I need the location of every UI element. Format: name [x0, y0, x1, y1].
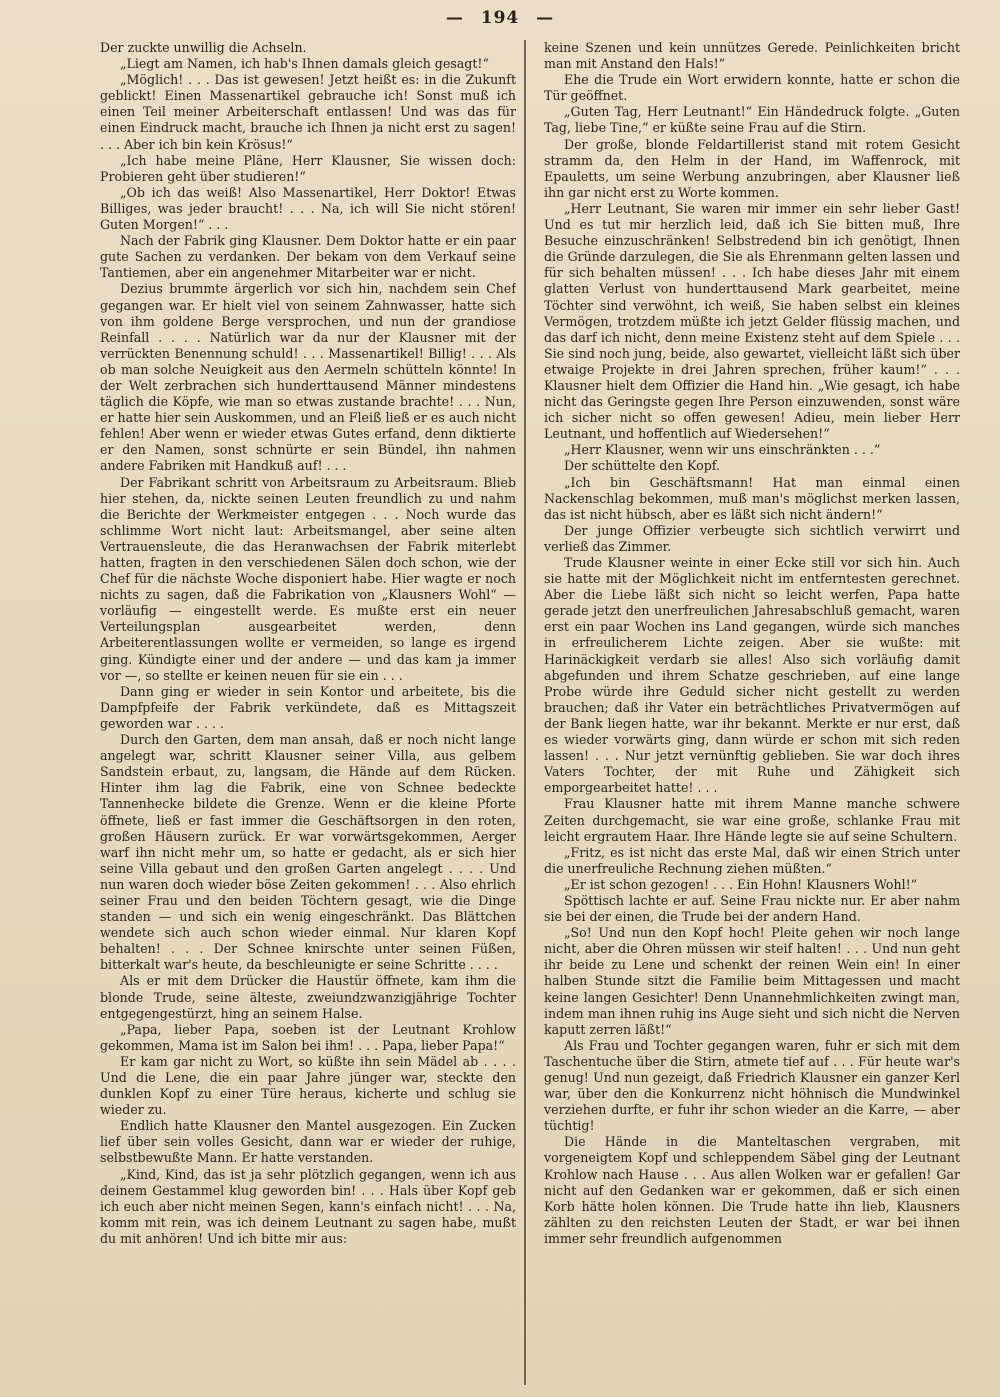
page-header [0, 8, 1000, 34]
paragraph: Der Fabrikant schritt von Arbeitsraum zu Arbeitsraum. Blieb hier stehen, da, nickte seinen Leuten freundlich zu und nahm die Berichte der Werkmeister entgegen . . . Noch wurde das schlimme Wort nicht laut: Arbeitsmangel, aber seine alten Vertrauensleute, die das Heranwachsen der Fabrik miterlebt hatten, fragten in den verschiedenen Sälen doch schon, wie der Chef für die nächste Woche disponiert habe. Hier wagte er noch nichts zu sagen, daß die Fabrikation von „Klausners Wohl“ — vorläufig — eingestellt werde. Es mußte erst ein neuer Verteilungsplan ausgearbeitet werden, denn Arbeiterentlassungen wollte er vermeiden, so lange es irgend ging. Kündigte einer und der andere — und das kam ja immer vor —, so stellte er keinen neuen für sie ein . . . [100, 474, 517, 683]
page-number: 194 [480, 8, 520, 28]
paragraph: „So! Und nun den Kopf hoch! Pleite gehen wir noch lange nicht, aber die Ohren müssen wir steif halten! . . . Und nun geht ihr beide zu Lene und schenkt der reinen Wein ein! In einer halben Stunde sitzt die Familie beim Mittagessen und macht keine langen Gesichter! Denn Unannehmlichkeiten zwingt man, indem man ihnen ruhig ins Auge sieht und sich nicht die Nerven kaputt zerren läßt!“ [544, 925, 961, 1037]
paragraph: Nach der Fabrik ging Klausner. Dem Doktor hatte er ein paar gute Sachen zu verdanken. Der bekam von dem Verkauf seine Tantiemen, aber ein angenehmer Mitarbeiter war er nicht. [100, 233, 517, 281]
paragraph: Der zuckte unwillig die Achseln. [100, 40, 307, 55]
header-dash-right: — [536, 8, 555, 28]
paragraph: keine Szenen und kein unnützes Gerede. Peinlichkeiten bricht man mit Anstand den Hals!“ [544, 40, 961, 72]
paragraph: „Ich bin Geschäftsmann! Hat man einmal einen Nackenschlag bekommen, muß man's möglichst merken lassen, das ist nicht hübsch, aber es läßt sich nicht ändern!“ [544, 474, 961, 522]
paragraph: Als er mit dem Drücker die Haustür öffnete, kam ihm die blonde Trude, seine älteste, zweiundzwanzigjährige Tochter entgegengestürzt, hing an seinem Halse. [100, 973, 517, 1021]
paragraph: Frau Klausner hatte mit ihrem Manne manche schwere Zeiten durchgemacht, sie war eine große, schlanke Frau mit leicht ergrautem Haar. Ihre Hände legte sie auf seine Schultern. [544, 796, 961, 844]
paragraph: „Fritz, es ist nicht das erste Mal, daß wir einen Strich unter die unerfreuliche Rechnung ziehen müßten.“ [544, 844, 961, 876]
left-column [100, 40, 516, 1385]
paragraph: Der schüttelte den Kopf. [564, 458, 720, 474]
header-dash-left: — [445, 8, 464, 28]
paragraph: „Ich habe meine Pläne, Herr Klausner, Sie wissen doch: Probieren geht über studieren!“ [100, 152, 517, 184]
paragraph: Durch den Garten, dem man ansah, daß er noch nicht lange angelegt war, schritt Klausner seiner Villa, aus gelbem Sandstein erbaut, zu, langsam, die Hände auf dem Rücken. Hinter ihm lag die Fabrik, eine von Schnee bedeckte Tannenhecke bildete die Grenze. Wenn er die kleine Pforte öffnete, ließ er fast immer die Geschäftsorgen in den roten, großen Häusern zurück. Er war vorwärtsgekommen, Aerger warf ihn nicht mehr um, so hatte er gedacht, als er sich hier seine Villa gebaut und den großen Garten angelegt . . . . Und nun waren doch wieder böse Zeiten gekommen! . . . Also ehrlich seiner Frau und den beiden Töchtern gesagt, wie die Dinge standen — und sich ein wenig eingeschränkt. Das Blättchen wendete sich auch schon wieder einmal. Nur klaren Kopf behalten! . . . Der Schnee knirschte unter seinen Füßen, bitterkalt war's heute, da beschleunigte er seine Schritte . . . . [100, 732, 517, 973]
right-column [544, 40, 960, 1385]
paragraph: „Liegt am Namen, ich hab's Ihnen damals gleich gesagt!“ [120, 56, 489, 72]
paragraph: Dezius brummte ärgerlich vor sich hin, nachdem sein Chef gegangen war. Er hielt viel von seinem Zahnwasser, hatte sich von ihm goldene Berge versprochen, und nun der grandiose Reinfall . . . . Natürlich war da nur der Klausner mit der verrückten Benennung schuld! . . . Massenartikel! Billig! . . . Als ob man solche Neuigkeit aus den Aermeln schütteln könnte! In der Welt zerbrachen sich hunderttausend Männer mindestens täglich die Köpfe, wie man so etwas zustande brachte! . . . Nun, er hatte hier sein Auskommen, und an Fleiß ließ er es auch nicht fehlen! Aber wenn er wieder etwas Gutes erfand, denn diktierte er den Namen, sonst schnürte er sein Bündel, ihn nahmen andere Fabriken mit Handkuß auf! . . . [100, 281, 517, 474]
paragraph: Er kam gar nicht zu Wort, so küßte ihn sein Mädel ab . . . . Und die Lene, die ein paar Jahre jünger war, steckte den dunklen Kopf zu einer Türe heraus, kicherte und schlug sie wieder zu. [100, 1053, 517, 1118]
paragraph: „Guten Tag, Herr Leutnant!“ Ein Händedruck folgte. „Guten Tag, liebe Tine,“ er küßte seine Frau auf die Stirn. [544, 104, 961, 136]
column-divider [524, 40, 526, 1385]
paragraph: „Herr Leutnant, Sie waren mir immer ein sehr lieber Gast! Und es tut mir herzlich leid, daß ich Sie bitten muß, Ihre Besuche einzuschränken! Selbstredend bin ich genötigt, Ihnen die Gründe darzulegen, die Sie als Ehrenmann gelten lassen und für sich behalten müssen! . . . Ich habe dieses Jahr mit einem glatten Verlust von hunderttausend Mark gearbeitet, meine Töchter sind verwöhnt, ich weiß, Sie haben selbst ein kleines Vermögen, trotzdem müßte ich jetzt Gelder flüssig machen, und das darf ich nicht, denn meine Existenz steht auf dem Spiele . . . Sie sind noch jung, beide, also gewartet, vielleicht läßt sich über etwaige Projekte in drei Jahren sprechen, früher kaum!“ . . . Klausner hielt dem Offizier die Hand hin. „Wie gesagt, ich habe nicht das Geringste gegen Ihre Person einzuwenden, sonst wäre ich sicher nicht so offen gewesen! Adieu, mein lieber Herr Leutnant, und hoffentlich auf Wiedersehen!“ [544, 200, 961, 442]
paragraph: Spöttisch lachte er auf. Seine Frau nickte nur. Er aber nahm sie bei der einen, die Trude bei der andern Hand. [544, 892, 961, 925]
text-columns [100, 40, 960, 1385]
paragraph: Die Hände in die Manteltaschen vergraben, mit vorgeneigtem Kopf und schleppendem Säbel ging der Leutnant Krohlow nach Hause . . . Aus allen Wolken war er gefallen! Gar nicht auf den Gedanken war er gekommen, daß er sich einen Korb hätte holen können. Die Trude hatte ihn lieb, Klausners zählten zu den reichsten Leuten der Stadt, er war bei ihnen immer sehr freundlich aufgenommen [544, 1134, 961, 1246]
paragraph: „Kind, Kind, das ist ja sehr plötzlich gegangen, wenn ich aus deinem Gestammel klug geworden bin! . . . Hals über Kopf geb ich euch aber nicht meinen Segen, kann's einfach nicht! . . . Na, komm mit rein, was ich deinem Leutnant zu sagen habe, mußt du mit anhören! Und ich bitte mir aus: [100, 1166, 517, 1246]
paragraph: Der junge Offizier verbeugte sich sichtlich verwirrt und verließ das Zimmer. [544, 522, 961, 554]
paragraph: Der große, blonde Feldartillerist stand mit rotem Gesicht stramm da, den Helm in der Hand, im Waffenrock, mit Epauletts, um seine Werbung anzubringen, aber Klausner ließ ihn gar nicht erst zu Worte kommen. [544, 136, 961, 200]
paragraph: Dann ging er wieder in sein Kontor und arbeitete, bis die Dampfpfeife der Fabrik verkündete, daß es Mittagszeit geworden war . . . . [100, 683, 517, 731]
paragraph: „Ob ich das weiß! Also Massenartikel, Herr Doktor! Etwas Billiges, was jeder braucht! . . . Na, ich will Sie nicht stören! Guten Morgen!“ . . . [100, 184, 517, 233]
paragraph: Ehe die Trude ein Wort erwidern konnte, hatte er schon die Tür geöffnet. [544, 72, 961, 104]
paragraph: „Möglich! . . . Das ist gewesen! Jetzt heißt es: in die Zukunft geblickt! Einen Massenartikel gebrauche ich! Sonst muß ich einen Teil meiner Arbeiterschaft entlassen! Und was das für einen Eindruck macht, brauche ich Ihnen ja nicht erst zu sagen! . . . Aber ich bin kein Krösus!“ [100, 72, 517, 152]
paragraph: „Herr Klausner, wenn wir uns einschränkten . . .“ [564, 442, 881, 458]
paragraph: „Papa, lieber Papa, soeben ist der Leutnant Krohlow gekommen, Mama ist im Salon bei ihm! . . . Papa, lieber Papa!“ [100, 1021, 517, 1053]
paragraph: „Er ist schon gezogen! . . . Ein Hohn! Klausners Wohl!“ [564, 876, 918, 892]
paragraph: Endlich hatte Klausner den Mantel ausgezogen. Ein Zucken lief über sein volles Gesicht, dann war er wieder der ruhige, selbstbewußte Mann. Er hatte verstanden. [100, 1118, 517, 1166]
paragraph: Als Frau und Tochter gegangen waren, fuhr er sich mit dem Taschentuche über die Stirn, atmete tief auf . . . Für heute war's genug! Und nun gezeigt, daß Friedrich Klausner ein ganzer Kerl war, über den die Konkurrenz nicht höhnisch die Mundwinkel verziehen durfte, er fuhr ihr schon wieder an die Karre, — aber tüchtig! [544, 1037, 961, 1134]
paragraph: Trude Klausner weinte in einer Ecke still vor sich hin. Auch sie hatte mit der Möglichkeit nicht im entferntesten gerechnet. Aber die Liebe läßt sich nicht so leicht werfen, Papa hatte gerade jetzt den unerfreulichen Jahresabschluß gemacht, waren erst ein paar Wochen ins Land gegangen, würde sich manches in erfreulicherem Lichte zeigen. Aber sie wußte: mit Harinäckigkeit verdarb sie alles! Also sich vorläufig damit abgefunden und ihrem Schatze geschrieben, auf eine lange Probe würde ihre Geduld sicher nicht gestellt zu werden brauchen; daß ihr Vater ein beträchtliches Privatvermögen auf der Bank liegen hatte, war ihr bekannt. Merkte er nur erst, daß es wieder vorwärts ging, dann würde er schon mit sich reden lassen! . . . Nur jetzt vernünftig geblieben. Sie war doch ihres Vaters Tochter, der mit Ruhe und Zähigkeit sich emporgearbeitet hatte! . . . [544, 555, 961, 796]
